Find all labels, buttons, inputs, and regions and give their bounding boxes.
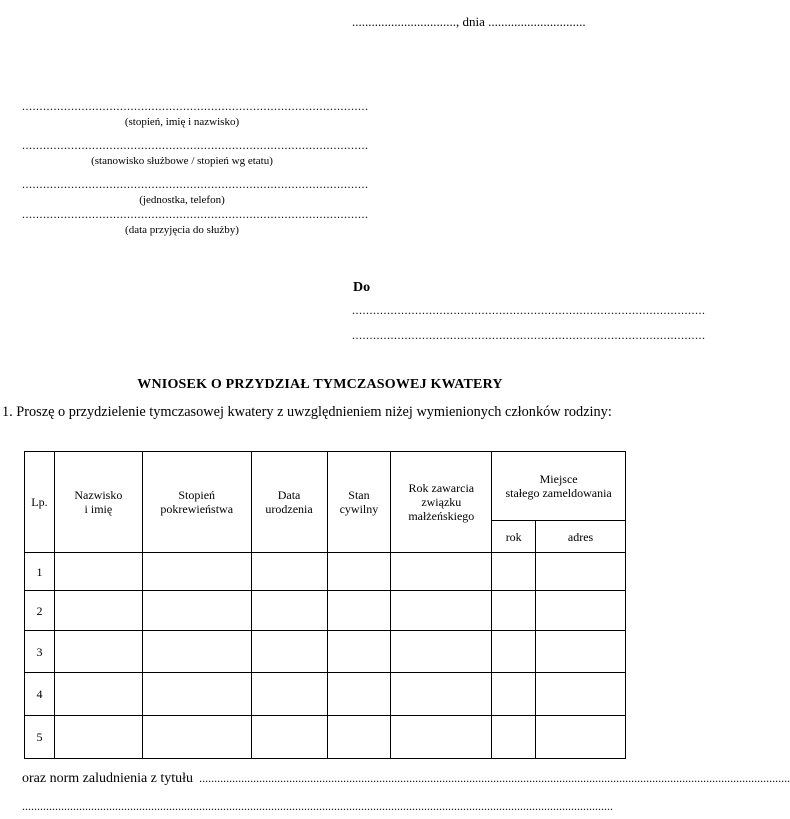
row-number: 4	[25, 673, 55, 716]
header-status-line1: Stan	[348, 488, 370, 502]
header-year: rok	[492, 521, 536, 553]
sender-field-service-date[interactable]	[22, 207, 369, 236]
continuation-line[interactable]: .....................................................................................................................................................................................................	[22, 799, 613, 813]
header-relation-line2: pokrewieństwa	[160, 502, 234, 516]
table-row	[25, 591, 626, 631]
cell-civil-status[interactable]	[327, 591, 391, 631]
recipient-line-2[interactable]: .....................................................................................................	[352, 328, 706, 342]
header-status-line2: cywilny	[339, 502, 379, 516]
cell-relation[interactable]	[142, 716, 251, 759]
header-relation-line1: Stopień	[178, 488, 216, 502]
cell-address[interactable]	[536, 553, 626, 591]
cell-relation[interactable]	[142, 631, 251, 673]
date-dots[interactable]: ..............................	[488, 14, 586, 29]
table-row	[25, 553, 626, 591]
cell-birth-date[interactable]	[251, 716, 327, 759]
header-marriage-line1: Rok zawarcia	[408, 481, 475, 495]
cell-year[interactable]	[492, 716, 536, 759]
sender-field-caption: (data przyjęcia do służby)	[125, 224, 239, 236]
cell-name[interactable]	[54, 673, 142, 716]
table-header-row	[25, 452, 626, 521]
family-members-table	[24, 451, 626, 759]
header-name-line2: i imię	[84, 502, 113, 516]
header-name	[54, 452, 142, 553]
sender-field-caption: (jednostka, telefon)	[139, 194, 225, 206]
cell-birth-date[interactable]	[251, 631, 327, 673]
cell-birth-date[interactable]	[251, 553, 327, 591]
cell-relation[interactable]	[142, 673, 251, 716]
sender-field-caption: (stanowisko służbowe / stopień wg etatu)	[91, 155, 273, 167]
document-title: WNIOSEK O PRZYDZIAŁ TYMCZASOWEJ KWATERY	[137, 377, 503, 392]
recipient-line-1[interactable]: .....................................................................................................	[352, 303, 706, 317]
cell-name[interactable]	[54, 553, 142, 591]
cell-birth-date[interactable]	[251, 673, 327, 716]
row-number: 3	[25, 631, 55, 673]
header-civil-status	[327, 452, 391, 553]
cell-year[interactable]	[492, 591, 536, 631]
table-row	[25, 631, 626, 673]
sender-field-line[interactable]: ...................................................................................................	[22, 138, 369, 152]
row-number: 1	[25, 553, 55, 591]
norm-dots[interactable]: .....................................................................................................................................................................................................	[199, 771, 790, 785]
sender-field-caption: (stopień, imię i nazwisko)	[124, 116, 240, 128]
cell-name[interactable]	[54, 631, 142, 673]
header-residence-line1: Miejsce	[539, 472, 578, 486]
header-marriage-line3: małżeńskiego	[408, 509, 475, 523]
sender-field-line[interactable]: ...................................................................................................	[22, 207, 369, 221]
cell-marriage-year[interactable]	[391, 716, 492, 759]
header-lp: Lp.	[25, 452, 55, 553]
cell-address[interactable]	[536, 673, 626, 716]
header-marriage-line2: związku	[421, 495, 462, 509]
cell-marriage-year[interactable]	[391, 631, 492, 673]
sender-field-line[interactable]: ...................................................................................................	[22, 177, 369, 191]
sender-field-name[interactable]	[22, 99, 369, 128]
header-address: adres	[536, 521, 626, 553]
cell-civil-status[interactable]	[327, 631, 391, 673]
sender-field-unit[interactable]	[22, 177, 369, 206]
cell-address[interactable]	[536, 716, 626, 759]
header-marriage-year	[391, 452, 492, 553]
norm-line[interactable]	[22, 771, 790, 787]
recipient-label: Do	[353, 280, 371, 295]
cell-civil-status[interactable]	[327, 673, 391, 716]
header-name-line1: Nazwisko	[74, 488, 123, 502]
cell-year[interactable]	[492, 631, 536, 673]
row-number: 5	[25, 716, 55, 759]
norm-label: oraz norm zaludnienia z tytułu	[22, 771, 194, 786]
cell-relation[interactable]	[142, 553, 251, 591]
cell-year[interactable]	[492, 553, 536, 591]
sender-field-line[interactable]: ...................................................................................................	[22, 99, 369, 113]
date-label: , dnia	[456, 14, 485, 29]
header-residence-line2: stałego zameldowania	[505, 486, 612, 500]
table-row	[25, 716, 626, 759]
cell-birth-date[interactable]	[251, 591, 327, 631]
cell-relation[interactable]	[142, 591, 251, 631]
cell-marriage-year[interactable]	[391, 673, 492, 716]
header-birth-line1: Data	[277, 488, 301, 502]
cell-year[interactable]	[492, 673, 536, 716]
cell-marriage-year[interactable]	[391, 553, 492, 591]
header-birth-line2: urodzenia	[265, 502, 313, 516]
cell-civil-status[interactable]	[327, 716, 391, 759]
cell-name[interactable]	[54, 591, 142, 631]
cell-marriage-year[interactable]	[391, 591, 492, 631]
cell-address[interactable]	[536, 631, 626, 673]
row-number: 2	[25, 591, 55, 631]
date-line[interactable]	[352, 14, 586, 30]
place-dots[interactable]: ................................	[352, 14, 456, 29]
header-residence	[492, 452, 626, 521]
table-row	[25, 673, 626, 716]
header-birth-date	[251, 452, 327, 553]
sender-field-position[interactable]	[22, 138, 369, 167]
cell-name[interactable]	[54, 716, 142, 759]
cell-address[interactable]	[536, 591, 626, 631]
header-relation	[142, 452, 251, 553]
cell-civil-status[interactable]	[327, 553, 391, 591]
paragraph-1: 1. Proszę o przydzielenie tymczasowej kwatery z uwzględnieniem niżej wymienionych członków rodziny:	[2, 404, 612, 420]
